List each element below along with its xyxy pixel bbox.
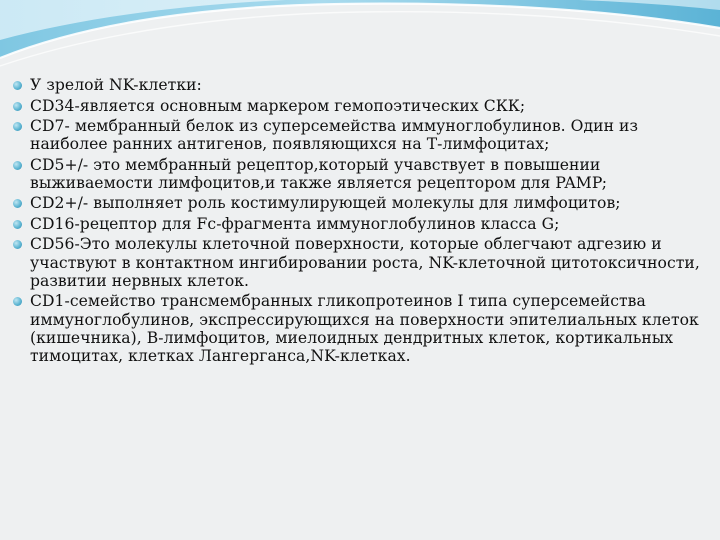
bullet-icon (13, 240, 22, 249)
list-item-text: CD1-семейство трансмембранных гликопротеинов I типа суперсемейства иммуноглобулинов, экспрессирующихся на поверхности эпителиальных клеток (кишечника), В-лимфоцитов, миелоидных дендритных клеток, кортикальных тимоцитах, клетках Лангерганса,NK-клетках. (30, 292, 699, 365)
bullet-icon (13, 122, 22, 131)
list-item (13, 97, 703, 115)
list-item-text: CD5+/- это мембранный рецептор,который учавствует в повышении выживаемости лимфоцитов,и также является рецептором для PAMP; (30, 155, 608, 192)
bullet-icon (13, 297, 22, 306)
list-item-text: У зрелой NK-клетки: (30, 76, 202, 94)
bullet-icon (13, 81, 22, 90)
bullet-icon (13, 220, 22, 229)
list-item (13, 76, 703, 94)
bullet-list (13, 76, 703, 365)
list-item (13, 215, 703, 233)
list-item-text: CD7- мембранный белок из суперсемейства иммуноглобулинов. Один из наиболее ранних антигенов, появляющихся на Т-лимфоцитах; (30, 117, 639, 154)
list-item (13, 156, 703, 192)
list-item (13, 117, 703, 153)
list-item-text: CD56-Это молекулы клеточной поверхности, которые облегчают адгезию и участвуют в контактном ингибировании роста, NK-клеточной цитотоксичности, развитии нервных клеток. (30, 235, 700, 290)
bullet-icon (13, 102, 22, 111)
bullet-icon (13, 199, 22, 208)
list-item-text: CD34-является основным маркером гемопоэтических СКК; (30, 96, 526, 115)
list-item-text: CD2+/- выполняет роль костимулирующей молекулы для лимфоцитов; (30, 194, 621, 213)
bullet-list-container (13, 76, 703, 367)
list-item (13, 292, 703, 365)
header-wave-decoration (0, 0, 720, 80)
list-item-text: CD16-рецептор для Fc-фрагмента иммуноглобулинов класса G; (30, 214, 560, 233)
list-item (13, 235, 703, 290)
list-item (13, 194, 703, 212)
bullet-icon (13, 161, 22, 170)
